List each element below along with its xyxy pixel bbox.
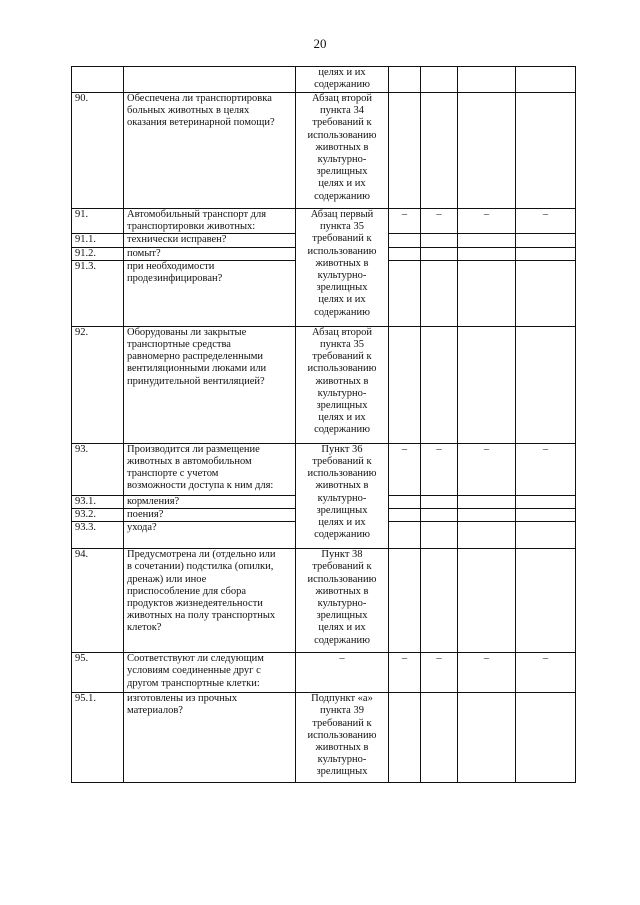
table-cell: 94. — [72, 549, 124, 653]
text-line: культурно- — [317, 754, 367, 766]
answer-cell[interactable] — [421, 693, 458, 783]
text-line: животных в — [315, 585, 369, 597]
checklist-table — [71, 66, 576, 783]
not-applicable-mark: – — [421, 653, 458, 693]
answer-cell[interactable] — [389, 495, 421, 508]
text-line: Абзац второй — [312, 93, 372, 104]
text-line: Абзац второй — [312, 326, 372, 338]
table-cell: кормления? — [124, 495, 296, 508]
not-applicable-mark: – — [458, 443, 516, 495]
table-cell: 93.1. — [72, 495, 124, 508]
text-line: равномерно распределенными — [127, 351, 264, 363]
text-line: материалов? — [127, 705, 183, 717]
not-applicable-mark: – — [458, 209, 516, 234]
table-cell — [124, 326, 296, 443]
requirement-reference — [296, 67, 389, 93]
table-cell: 93.3. — [72, 522, 124, 549]
answer-cell[interactable] — [458, 509, 516, 522]
text-line: животных на полу транспортных — [127, 610, 276, 622]
text-line: животных в — [315, 742, 369, 754]
table-cell: поения? — [124, 509, 296, 522]
text-line: культурно- — [317, 598, 367, 610]
not-applicable-mark: – — [421, 209, 458, 234]
text-line: принудительной вентиляцией? — [127, 375, 265, 387]
answer-cell[interactable] — [389, 93, 421, 209]
text-line: Подпункт «а» — [311, 693, 373, 705]
text-line: культурно- — [317, 492, 367, 504]
text-line: больных животных в целях — [127, 105, 250, 117]
table-cell: помыт? — [124, 247, 296, 260]
text-line: зрелищных — [316, 766, 368, 778]
requirement-reference — [296, 443, 389, 548]
table-cell: 93. — [72, 443, 124, 495]
text-line: животных в автомобильном — [127, 456, 252, 468]
table-cell — [458, 67, 516, 93]
not-applicable-mark: – — [458, 653, 516, 693]
text-line: Автомобильный транспорт для — [127, 209, 267, 220]
requirement-reference — [296, 549, 389, 653]
not-applicable-mark: – — [389, 209, 421, 234]
text-line: целях и их — [318, 622, 366, 634]
answer-cell[interactable] — [516, 509, 576, 522]
table-cell: 91.3. — [72, 260, 124, 326]
not-applicable-mark: – — [389, 443, 421, 495]
text-line: содержанию — [314, 306, 370, 318]
text-line: Соответствуют ли следующим — [127, 653, 264, 665]
table-cell: 91.2. — [72, 247, 124, 260]
text-line: Абзац первый — [310, 209, 374, 220]
table-cell — [124, 67, 296, 93]
text-line: оказания ветеринарной помощи? — [127, 117, 275, 129]
table-row — [72, 653, 576, 693]
text-line: культурно- — [317, 387, 367, 399]
table-cell — [516, 67, 576, 93]
answer-cell[interactable] — [516, 247, 576, 260]
answer-cell[interactable] — [389, 509, 421, 522]
text-line: клеток? — [127, 622, 162, 634]
answer-cell[interactable] — [458, 234, 516, 247]
table-row — [72, 443, 576, 495]
answer-cell[interactable] — [389, 522, 421, 549]
text-line: животных в — [315, 141, 369, 153]
answer-cell[interactable] — [421, 509, 458, 522]
text-line: зрелищных — [316, 400, 368, 412]
text-line: возможности доступа к ним для: — [127, 480, 274, 492]
table-cell: 91. — [72, 209, 124, 234]
table-row — [72, 549, 576, 653]
table-cell — [124, 549, 296, 653]
text-line: условиям соединенные друг с — [127, 665, 261, 677]
answer-cell[interactable] — [458, 522, 516, 549]
table-cell: 95.1. — [72, 693, 124, 783]
text-line: дренаж) или иное — [127, 573, 207, 585]
answer-cell[interactable] — [421, 93, 458, 209]
answer-cell[interactable] — [389, 549, 421, 653]
requirement-reference — [296, 93, 389, 209]
answer-cell[interactable] — [516, 260, 576, 326]
table-cell: 95. — [72, 653, 124, 693]
text-line: вентиляционными люками или — [127, 363, 267, 375]
text-line: содержанию — [314, 529, 370, 541]
text-line: пункта 39 — [320, 705, 364, 717]
answer-cell[interactable] — [389, 693, 421, 783]
table-cell: 92. — [72, 326, 124, 443]
page-number: 20 — [313, 36, 327, 51]
answer-cell[interactable] — [458, 693, 516, 783]
table-row — [72, 326, 576, 443]
text-line: в сочетании) подстилка (опилки, — [127, 561, 274, 573]
table-row — [72, 693, 576, 783]
table-cell: ухода? — [124, 522, 296, 549]
table-cell — [124, 653, 296, 693]
text-line: животных в — [315, 257, 369, 269]
text-line: транспортировки животных: — [127, 221, 256, 233]
text-line: использованию — [307, 363, 377, 375]
answer-cell[interactable] — [421, 549, 458, 653]
answer-cell[interactable] — [421, 260, 458, 326]
table-cell — [124, 260, 296, 326]
text-line: целях и их — [318, 67, 366, 78]
not-applicable-mark: – — [516, 443, 576, 495]
text-line: содержанию — [314, 190, 370, 202]
text-line: животных в — [315, 375, 369, 387]
text-line: приспособление для сбора — [127, 585, 247, 597]
table-cell — [124, 443, 296, 495]
table-cell — [389, 67, 421, 93]
text-line: целях и их — [318, 294, 366, 306]
answer-cell[interactable] — [421, 522, 458, 549]
answer-cell[interactable] — [421, 326, 458, 443]
text-line: использованию — [307, 729, 377, 741]
answer-cell[interactable] — [389, 260, 421, 326]
requirement-reference — [296, 209, 389, 327]
answer-cell[interactable] — [516, 693, 576, 783]
answer-cell[interactable] — [421, 247, 458, 260]
text-line: продуктов жизнедеятельности — [127, 598, 263, 610]
text-line: зрелищных — [316, 166, 368, 178]
answer-cell[interactable] — [458, 93, 516, 209]
table-row — [72, 67, 576, 93]
answer-cell[interactable] — [516, 93, 576, 209]
item-number: 90. — [72, 93, 124, 209]
text-line: животных в — [315, 480, 369, 492]
text-line: содержанию — [314, 424, 370, 436]
text-line: целях и их — [318, 178, 366, 190]
not-applicable-mark: – — [389, 653, 421, 693]
not-applicable-mark: – — [421, 443, 458, 495]
text-line: транспортные средства — [127, 339, 231, 351]
text-line: использованию — [307, 129, 377, 141]
text-line: требований к — [312, 233, 372, 245]
requirement-reference — [296, 693, 389, 783]
text-line: культурно- — [317, 154, 367, 166]
table-cell — [124, 209, 296, 234]
text-line: требований к — [312, 456, 372, 468]
question-text — [124, 93, 296, 209]
text-line: требований к — [312, 117, 372, 129]
text-line: содержанию — [314, 79, 370, 91]
table-cell — [72, 67, 124, 93]
answer-cell[interactable] — [421, 234, 458, 247]
text-line: Обеспечена ли транспортировка — [127, 93, 272, 104]
answer-cell[interactable] — [389, 247, 421, 260]
table-cell — [421, 67, 458, 93]
text-line: целях и их — [318, 517, 366, 529]
text-line: Оборудованы ли закрытые — [127, 326, 247, 338]
text-line: использованию — [307, 573, 377, 585]
answer-cell[interactable] — [516, 522, 576, 549]
table-row — [72, 93, 576, 209]
table-cell: 93.2. — [72, 509, 124, 522]
answer-cell[interactable] — [458, 549, 516, 653]
text-line: продезинфицирован? — [127, 273, 223, 285]
text-line: целях и их — [318, 412, 366, 424]
requirement-reference: – — [296, 653, 389, 693]
table-row — [72, 209, 576, 234]
not-applicable-mark: – — [516, 653, 576, 693]
text-line: использованию — [307, 245, 377, 257]
answer-cell[interactable] — [458, 247, 516, 260]
answer-cell[interactable] — [516, 495, 576, 508]
text-line: Пункт 38 — [321, 549, 363, 561]
text-line: требований к — [312, 561, 372, 573]
text-line: при необходимости — [127, 260, 215, 272]
table-cell: 91.1. — [72, 234, 124, 247]
answer-cell[interactable] — [516, 549, 576, 653]
answer-cell[interactable] — [516, 326, 576, 443]
text-line: другом транспортные клетки: — [127, 677, 260, 689]
text-line: транспорте с учетом — [127, 468, 219, 480]
text-line: Производится ли размещение — [127, 443, 260, 455]
text-line: требований к — [312, 351, 372, 363]
text-line: изготовлены из прочных — [127, 693, 238, 705]
text-line: Предусмотрена ли (отдельно или — [127, 549, 276, 561]
text-line: зрелищных — [316, 504, 368, 516]
text-line: пункта 35 — [320, 221, 364, 233]
text-line: требований к — [312, 717, 372, 729]
requirement-reference — [296, 326, 389, 443]
text-line: зрелищных — [316, 282, 368, 294]
answer-cell[interactable] — [458, 260, 516, 326]
answer-cell[interactable] — [389, 326, 421, 443]
text-line: Пункт 36 — [321, 443, 363, 455]
table-cell: технически исправен? — [124, 234, 296, 247]
not-applicable-mark: – — [516, 209, 576, 234]
answer-cell[interactable] — [458, 326, 516, 443]
text-line: пункта 34 — [320, 105, 364, 117]
text-line: пункта 35 — [320, 339, 364, 351]
text-line: культурно- — [317, 270, 367, 282]
text-line: зрелищных — [316, 610, 368, 622]
answer-cell[interactable] — [421, 495, 458, 508]
answer-cell[interactable] — [516, 234, 576, 247]
table-cell — [124, 693, 296, 783]
answer-cell[interactable] — [458, 495, 516, 508]
text-line: использованию — [307, 468, 377, 480]
answer-cell[interactable] — [389, 234, 421, 247]
text-line: содержанию — [314, 634, 370, 646]
